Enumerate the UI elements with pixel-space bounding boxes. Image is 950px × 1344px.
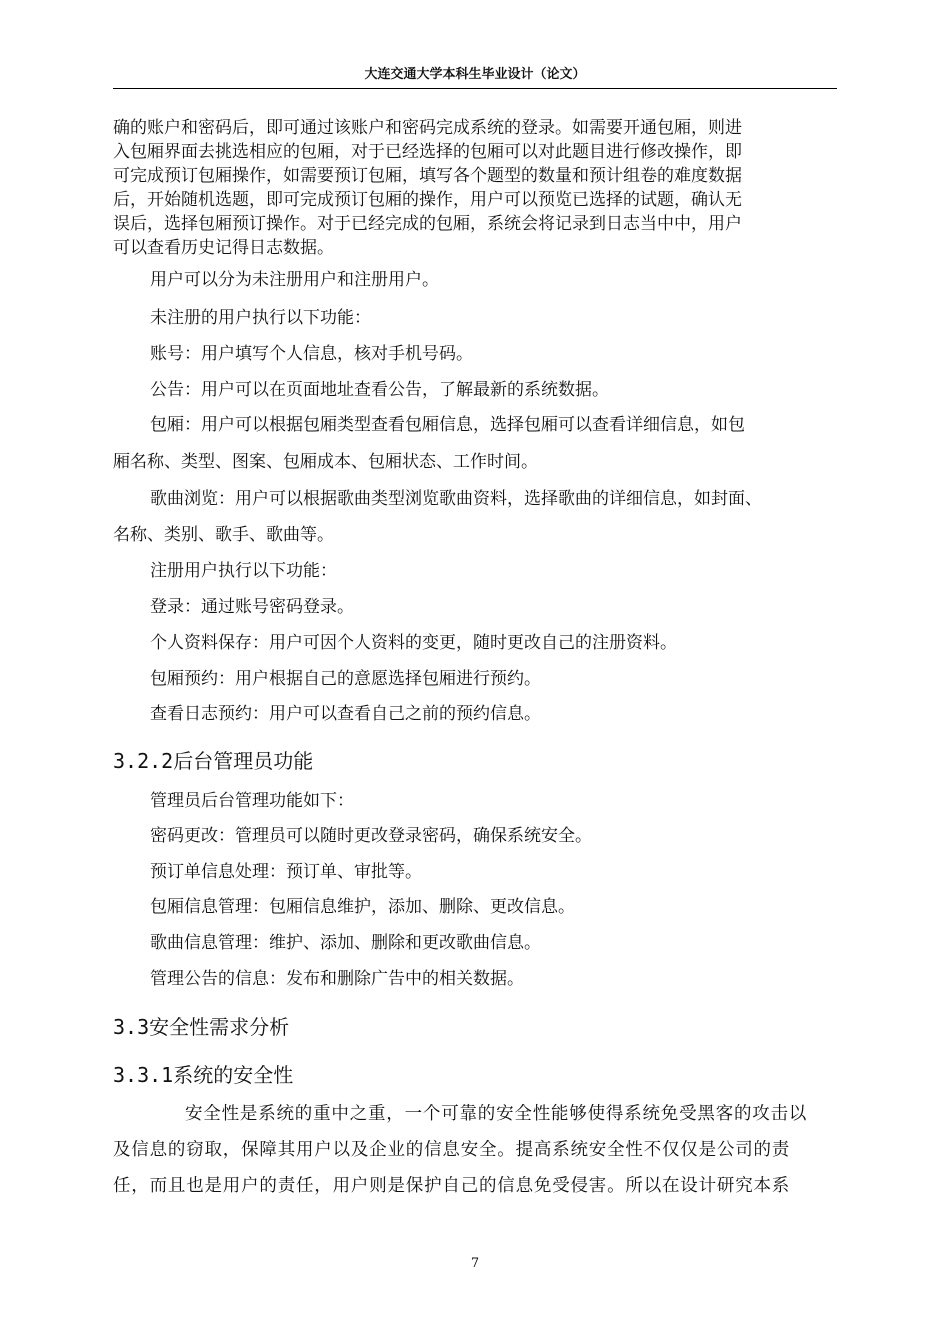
section-title: 安全性需求分析 <box>149 1015 290 1039</box>
login-item: 登录：通过账号密码登录。 <box>150 597 354 617</box>
intro-line: 入包厢界面去挑选相应的包厢，对于已经选择的包厢可以对此题目进行修改操作，即 <box>113 142 742 162</box>
user-types-paragraph: 用户可以分为未注册用户和注册用户。 <box>150 270 439 290</box>
running-header <box>113 62 837 89</box>
room-booking-item: 包厢预约：用户根据自己的意愿选择包厢进行预约。 <box>150 669 541 689</box>
section-title: 系统的安全性 <box>173 1063 294 1087</box>
section-title: 后台管理员功能 <box>173 749 314 773</box>
page-number: 7 <box>470 1256 480 1271</box>
security-line2: 及信息的窃取，保障其用户以及企业的信息安全。提高系统安全性不仅仅是公司的责 <box>113 1140 791 1160</box>
intro-line: 误后，选择包厢预订操作。对于已经完成的包厢，系统会将记录到日志当中中，用户 <box>113 214 742 234</box>
intro-paragraph <box>113 116 843 260</box>
security-line3: 任，而且也是用户的责任，用户则是保护自己的信息免受侵害。所以在设计研究本系 <box>113 1176 791 1196</box>
security-line1: 安全性是系统的重中之重，一个可靠的安全性能够使得系统免受黑客的攻击以 <box>185 1104 808 1124</box>
admin-room-item: 包厢信息管理：包厢信息维护，添加、删除、更改信息。 <box>150 897 575 917</box>
admin-order-item: 预订单信息处理：预订单、审批等。 <box>150 862 422 882</box>
unregistered-heading: 未注册的用户执行以下功能： <box>150 308 371 328</box>
intro-line: 确的账户和密码后，即可通过该账户和密码完成系统的登录。如需要开通包厢，则进 <box>113 118 742 138</box>
section-number: 3.2.2 <box>113 749 174 773</box>
heading-3-3 <box>113 1011 289 1040</box>
room-item-line1: 包厢：用户可以根据包厢类型查看包厢信息，选择包厢可以查看详细信息，如包 <box>150 415 745 435</box>
heading-3-3-1 <box>113 1059 293 1088</box>
notice-item: 公告：用户可以在页面地址查看公告，了解最新的系统数据。 <box>150 380 609 400</box>
log-view-item: 查看日志预约：用户可以查看自己之前的预约信息。 <box>150 704 541 724</box>
admin-notice-item: 管理公告的信息：发布和删除广告中的相关数据。 <box>150 969 524 989</box>
intro-line: 后，开始随机选题，即可完成预订包厢的操作，用户可以预览已选择的试题，确认无 <box>113 190 742 210</box>
intro-line: 可完成预订包厢操作，如需要预订包厢，填写各个题型的数量和预计组卷的难度数据 <box>113 166 742 186</box>
song-browse-line2: 名称、类别、歌手、歌曲等。 <box>113 525 334 545</box>
song-browse-line1: 歌曲浏览：用户可以根据歌曲类型浏览歌曲资料，选择歌曲的详细信息，如封面、 <box>150 489 762 509</box>
admin-password-item: 密码更改：管理员可以随时更改登录密码，确保系统安全。 <box>150 826 592 846</box>
heading-3-2-2 <box>113 745 313 774</box>
account-item: 账号：用户填写个人信息，核对手机号码。 <box>150 344 473 364</box>
room-item-line2: 厢名称、类型、图案、包厢成本、包厢状态、工作时间。 <box>113 452 538 472</box>
profile-item: 个人资料保存：用户可因个人资料的变更，随时更改自己的注册资料。 <box>150 633 677 653</box>
admin-intro: 管理员后台管理功能如下： <box>150 791 354 811</box>
section-number: 3.3.1 <box>113 1063 174 1087</box>
section-number: 3.3 <box>113 1015 150 1039</box>
intro-line: 可以查看历史记得日志数据。 <box>113 238 334 258</box>
registered-heading: 注册用户执行以下功能： <box>150 561 337 581</box>
header-title: 大连交通大学本科生毕业设计（论文） <box>364 67 586 82</box>
admin-song-item: 歌曲信息管理：维护、添加、删除和更改歌曲信息。 <box>150 933 541 953</box>
